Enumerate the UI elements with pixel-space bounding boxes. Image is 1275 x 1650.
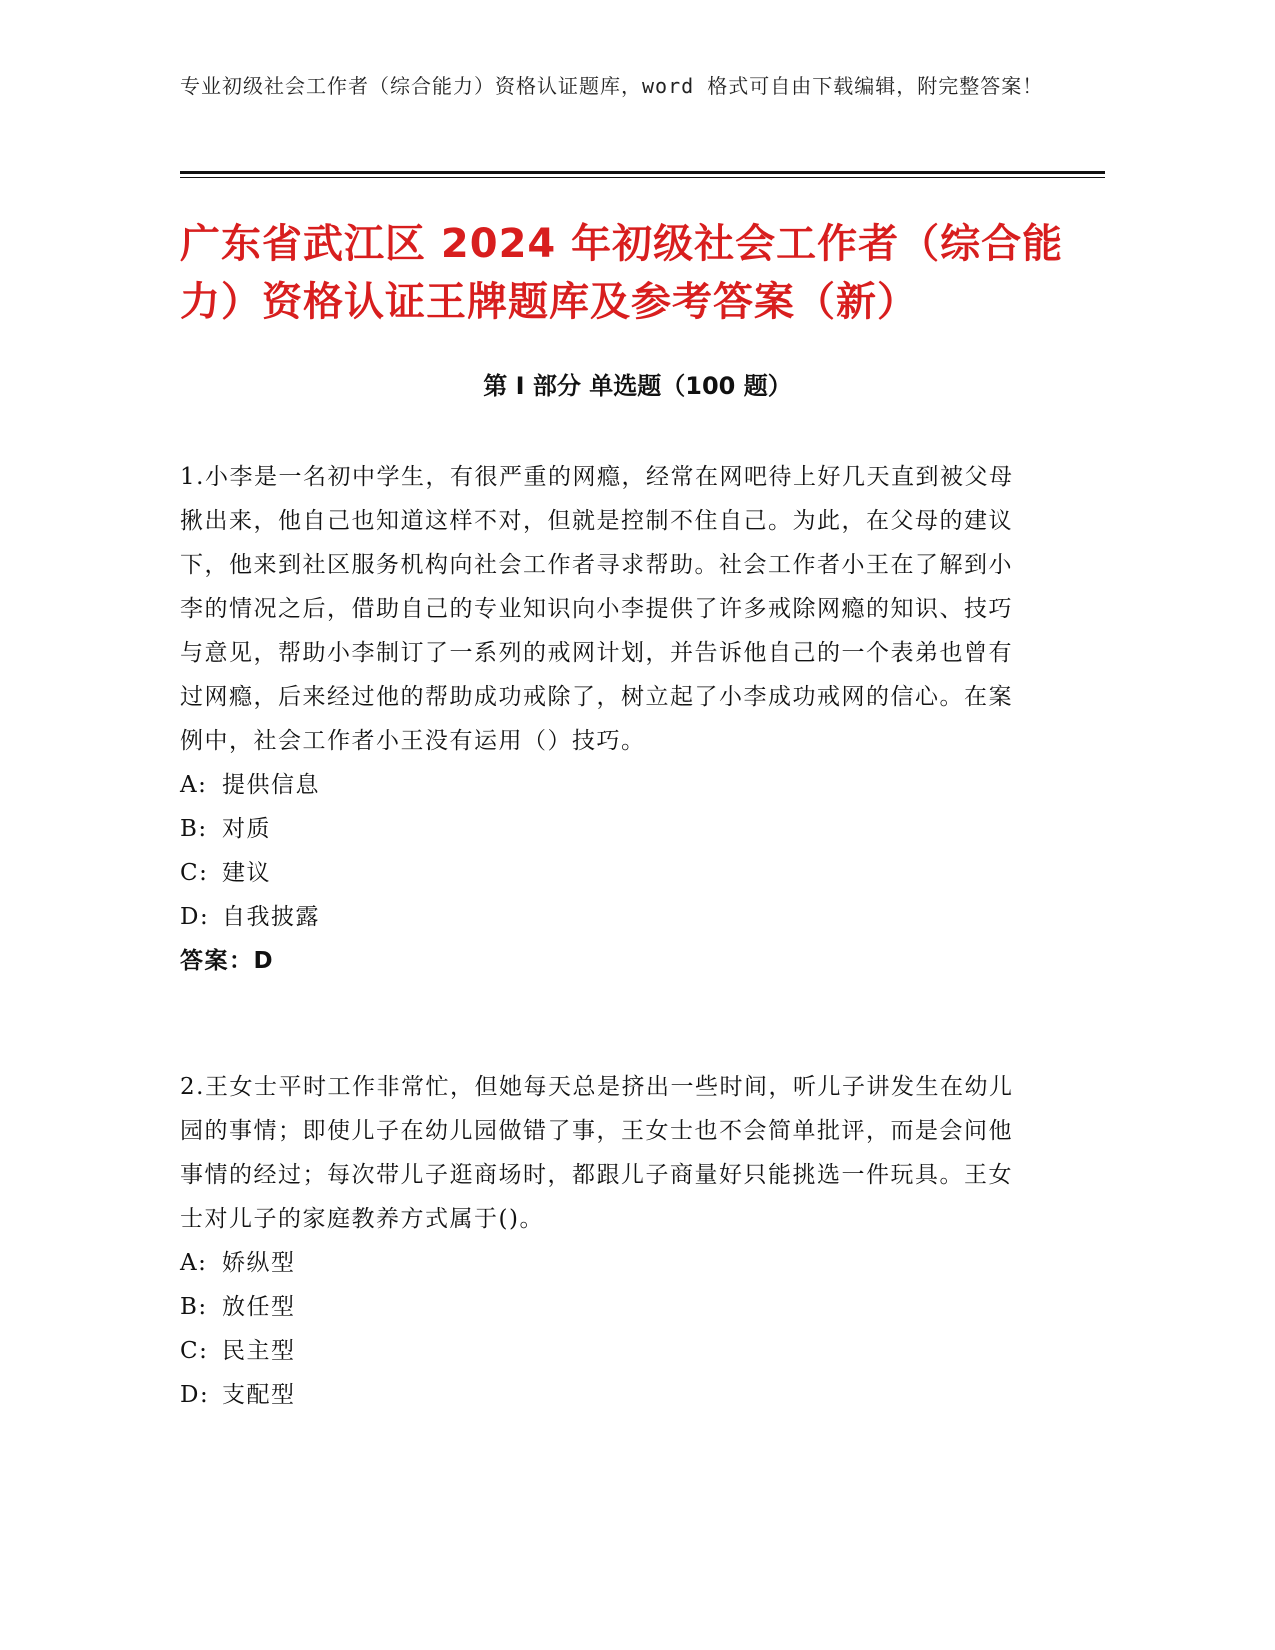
option-a: [180, 1241, 1035, 1285]
option-letter: A:: [180, 1250, 208, 1276]
header-divider-thick: [180, 171, 1105, 174]
answer: 答案：D: [180, 948, 275, 974]
option-c: [180, 1329, 1035, 1373]
option-letter: D:: [180, 1382, 210, 1408]
header-note: 专业初级社会工作者（综合能力）资格认证题库，word 格式可自由下载编辑，附完整答案！: [180, 74, 1044, 98]
question-1: [180, 455, 1035, 983]
option-letter: D:: [180, 904, 210, 930]
option-a: [180, 763, 1035, 807]
option-d: [180, 895, 1035, 939]
option-b: [180, 807, 1035, 851]
question-stem: 2.王女士平时工作非常忙，但她每天总是挤出一些时间，听儿子讲发生在幼儿园的事情；即使儿子在幼儿园做错了事，王女士也不会简单批评，而是会问他事情的经过；每次带儿子逛商场时，都跟儿子商量好只能挑选一件玩具。王女士对儿子的家庭教养方式属于()。: [180, 1074, 1014, 1232]
option-letter: C:: [180, 1338, 209, 1364]
option-letter: A:: [180, 772, 208, 798]
option-b: [180, 1285, 1035, 1329]
option-letter: B:: [180, 1294, 208, 1320]
question-2: [180, 1065, 1035, 1417]
option-text: 放任型: [222, 1294, 296, 1320]
option-d: [180, 1373, 1035, 1417]
option-text: 提供信息: [222, 772, 320, 798]
option-c: [180, 851, 1035, 895]
option-letter: B:: [180, 816, 208, 842]
option-text: 自我披露: [222, 904, 320, 930]
option-text: 支配型: [222, 1382, 296, 1408]
option-text: 娇纵型: [222, 1250, 296, 1276]
section-title: 第 I 部分 单选题（100 题）: [483, 372, 792, 400]
option-text: 对质: [222, 816, 271, 842]
option-letter: C:: [180, 860, 209, 886]
option-text: 民主型: [222, 1338, 296, 1364]
document-title: 广东省武江区 2024 年初级社会工作者（综合能力）资格认证王牌题库及参考答案（新）: [180, 221, 1064, 325]
option-text: 建议: [222, 860, 271, 886]
question-stem: 1.小李是一名初中学生，有很严重的网瘾，经常在网吧待上好几天直到被父母揪出来，他自己也知道这样不对，但就是控制不住自己。为此，在父母的建议下，他来到社区服务机构向社会工作者寻求帮助。社会工作者小王在了解到小李的情况之后，借助自己的专业知识向小李提供了许多戒除网瘾的知识、技巧与意见，帮助小李制订了一系列的戒网计划，并告诉他自己的一个表弟也曾有过网瘾，后来经过他的帮助成功戒除了，树立起了小李成功戒网的信心。在案例中，社会工作者小王没有运用（）技巧。: [180, 464, 1014, 754]
header-divider-thin: [180, 177, 1105, 178]
